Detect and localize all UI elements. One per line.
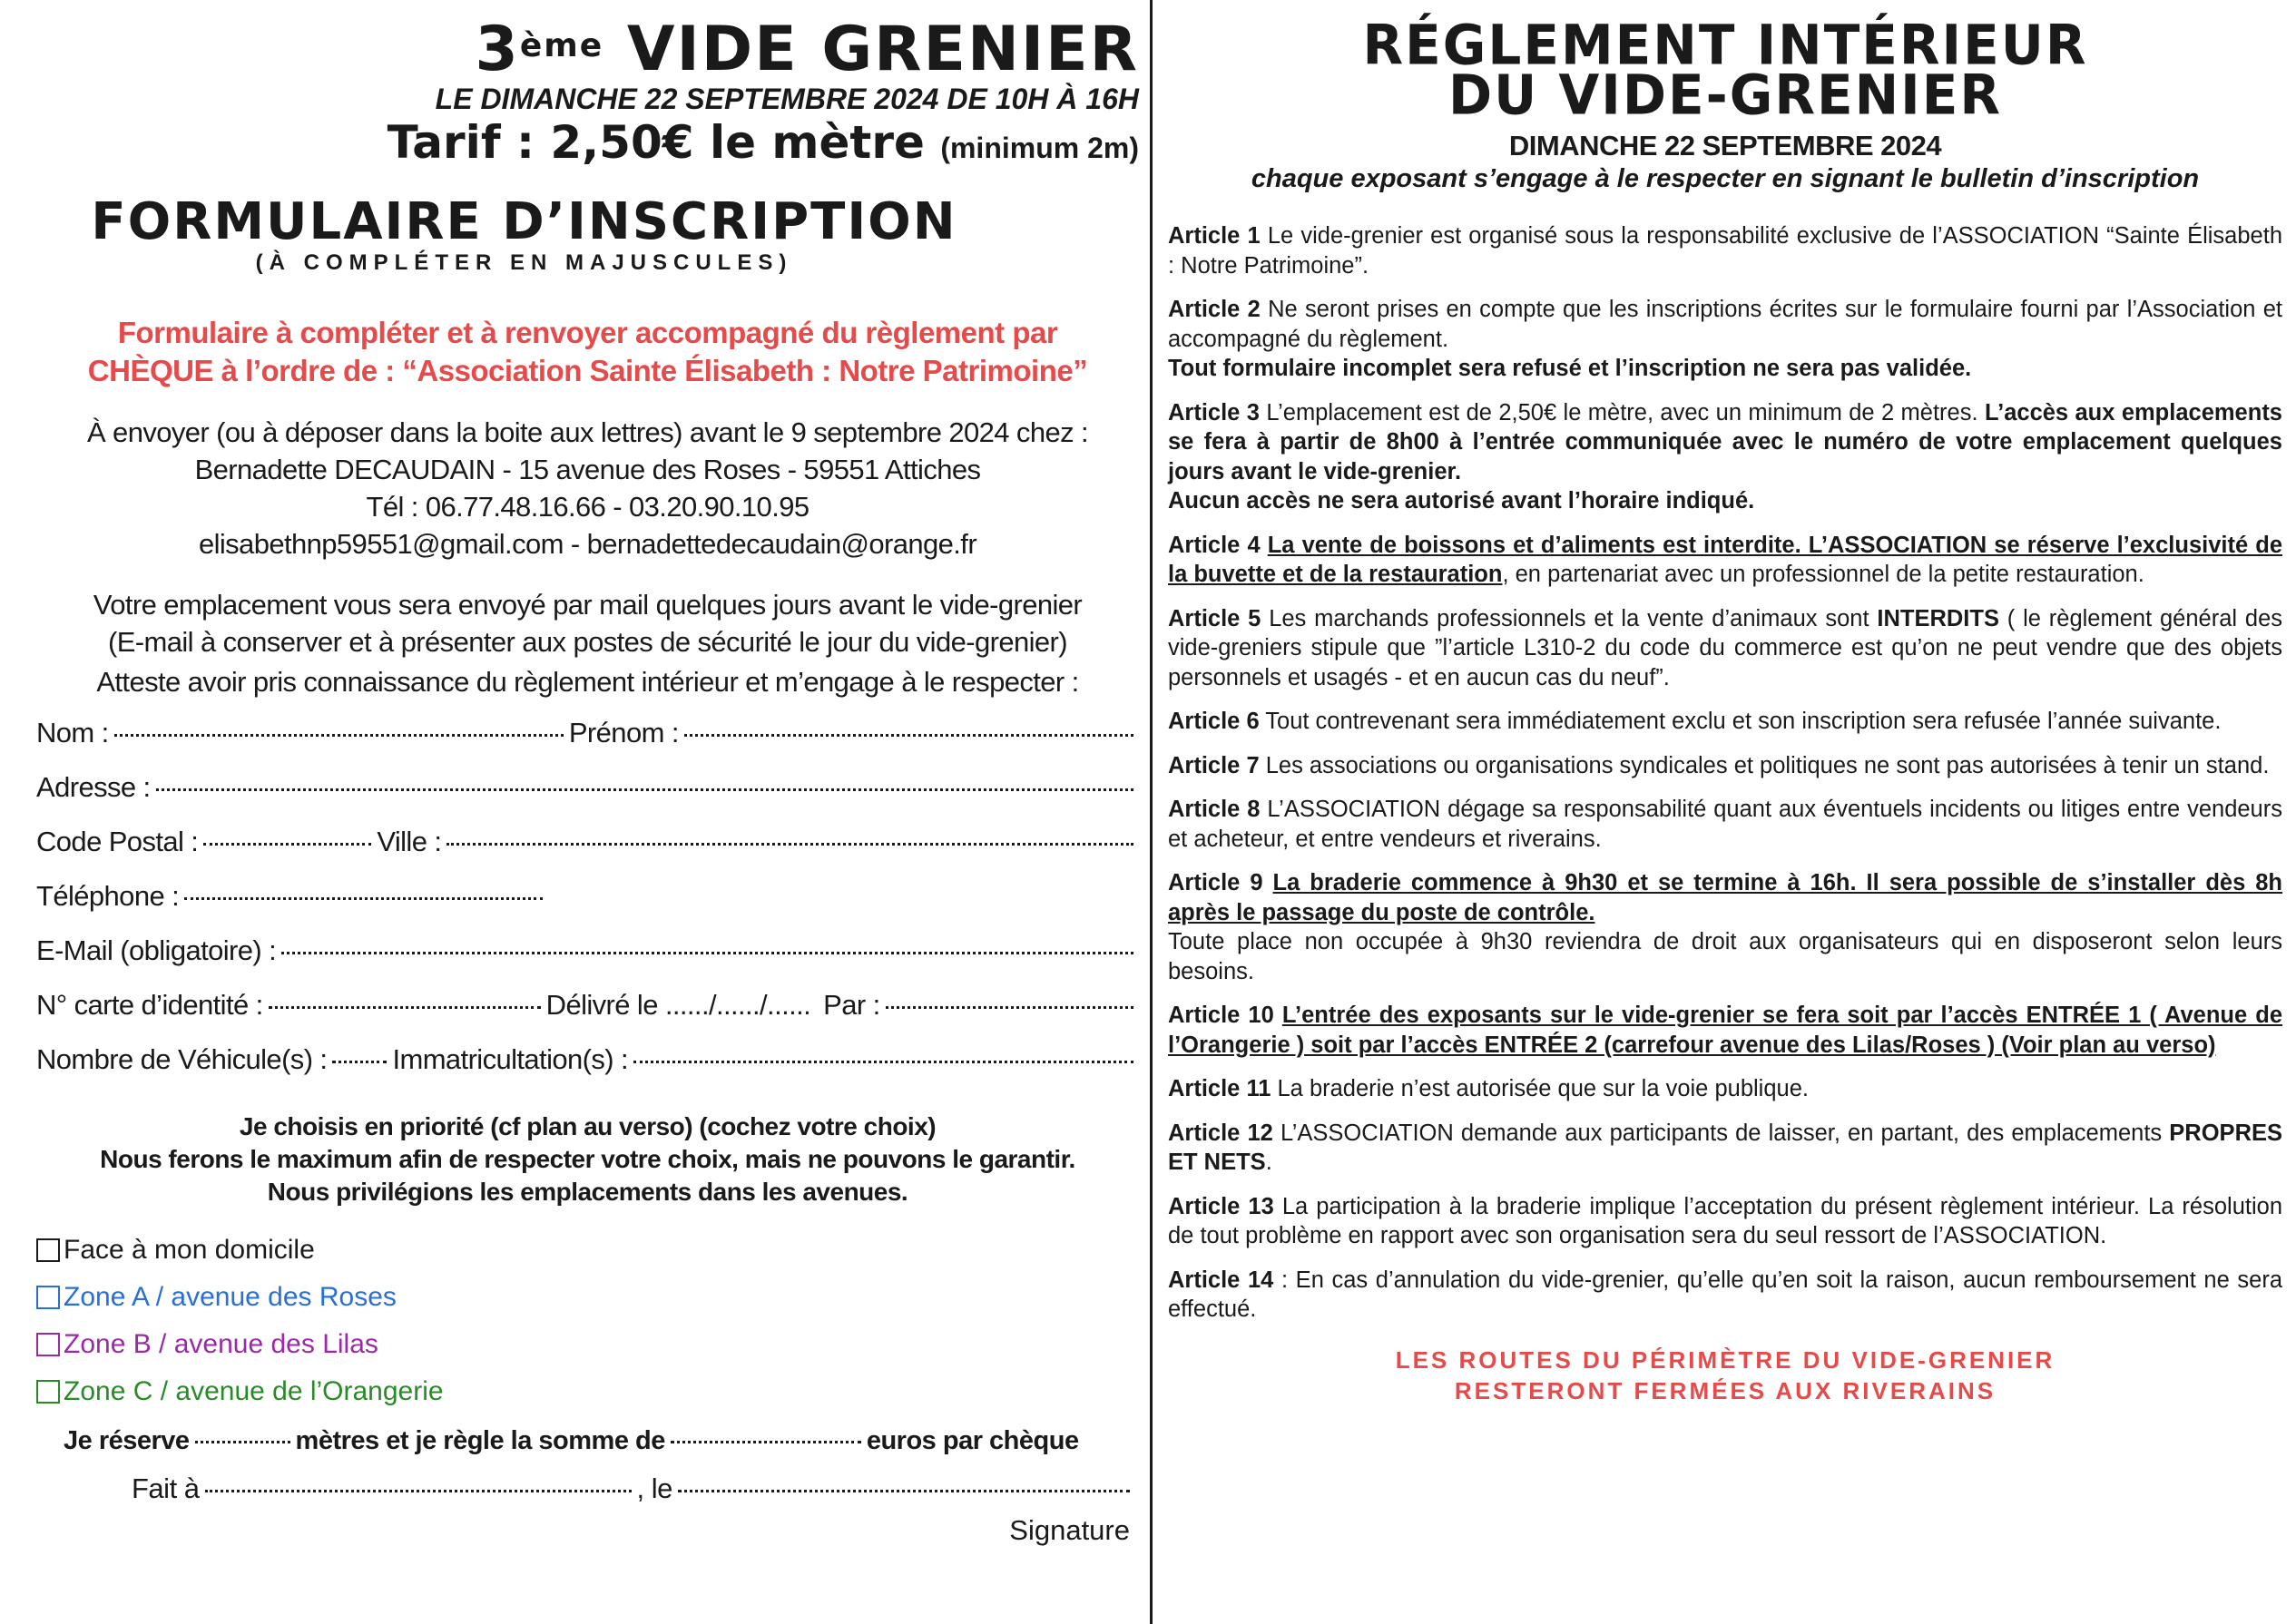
article-6: Article 6 Tout contrevenant sera immédiatement exclu et son inscription sera refusée l’année suivante.: [1168, 709, 2222, 734]
signature-label[interactable]: Signature: [1009, 1514, 1130, 1546]
code-postal-field[interactable]: [203, 843, 371, 846]
article-5: Article 5 Les marchands professionnels et la vente d’animaux sont INTERDITS ( le règlement général des vide-greniers stipule que ”l’article L310-2 du code du commerce est qu’on ne peut vendre que des objets personnels et usagés - et en aucun cas du neuf”.: [1168, 605, 2283, 690]
road-closure-notice: LES ROUTES DU PÉRIMÈTRE DU VIDE-GRENIER RESTERONT FERMÉES AUX RIVERAINS: [1395, 1345, 2056, 1404]
vehicule-field[interactable]: [332, 1061, 387, 1063]
article-12: Article 12 L’ASSOCIATION demande aux participants de laisser, en partant, des emplacements PROPRES ET NETS.: [1168, 1120, 2282, 1175]
option-zone-a[interactable]: Zone A / avenue des Roses: [36, 1274, 1139, 1321]
telephone-field[interactable]: [184, 897, 543, 900]
option-zone-c[interactable]: Zone C / avenue de l’Orangerie: [36, 1368, 1139, 1415]
par-field[interactable]: [886, 1006, 1133, 1009]
checkbox-zone-a[interactable]: [36, 1286, 60, 1309]
fait-line: Fait à , le: [36, 1472, 1139, 1505]
article-4: Article 4 La vente de boissons et d’aliments est interdite. L’ASSOCIATION se réserve l’exclusivité de la buvette et de la restauration, en partenariat avec un professionnel de la petite restauration.: [1168, 532, 2283, 587]
rules-title: RÉGLEMENT INTÉRIEUR DU VIDE-GRENIER: [1362, 13, 2088, 127]
checkbox-domicile[interactable]: [36, 1238, 60, 1262]
checkbox-zone-b[interactable]: [36, 1333, 60, 1356]
carte-identite-row: [36, 989, 1139, 1043]
delivre-label[interactable]: Délivré le ....../....../......: [545, 989, 811, 1021]
rules-subtitle: chaque exposant s’engage à le respecter en signant le bulletin d’inscription: [1251, 164, 2200, 193]
email-row: [36, 934, 1139, 989]
carte-label: N° carte d’identité :: [36, 989, 263, 1021]
article-14: Article 14 : En cas d’annulation du vide-grenier, qu’elle qu’en soit la raison, aucun remboursement ne sera effectué.: [1168, 1267, 2283, 1322]
nom-field[interactable]: [114, 734, 564, 737]
article-1: Article 1 Le vide-grenier est organisé sous la responsabilité exclusive de l’ASSOCIATION “Sainte Élisabeth : Notre Patrimoine”.: [1168, 223, 2282, 279]
ville-field[interactable]: [446, 843, 1133, 846]
page-divider: [1150, 0, 1153, 1624]
article-3: Article 3 L’emplacement est de 2,50€ le mètre, avec un minimum de 2 mètres. L’accès aux emplacements se fera à partir de 8h00 à l’entrée communiquée avec le numéro de votre emplacement quelques jours avant le vide-grenier. Aucun accès ne sera autorisé avant l’horaire indiqué.: [1168, 399, 2282, 514]
email-field[interactable]: [281, 952, 1133, 954]
article-11: Article 11 La braderie n’est autorisée que sur la voie publique.: [1168, 1076, 1809, 1101]
nom-prenom-row: [36, 717, 1139, 771]
event-date: LE DIMANCHE 22 SEPTEMBRE 2024 DE 10H À 16H: [435, 83, 1139, 115]
zone-choice-heading: Je choisis en priorité (cf plan au verso) (cochez votre choix) Nous ferons le maximum afin de respecter votre choix, mais ne pouvons le garantir. Nous privilégions les emplacements dans les avenues.: [100, 1112, 1075, 1206]
carte-field[interactable]: [269, 1006, 541, 1009]
articles-list: [1168, 221, 2282, 1325]
article-10: Article 10 L’entrée des exposants sur le vide-grenier se fera soit par l’accès ENTRÉE 1 ( Avenue de l’Orangerie ) soit par l’accès ENTRÉE 2 (carrefour avenue des Lilas/Roses ) (Voir plan au verso): [1168, 1003, 2282, 1058]
option-domicile[interactable]: Face à mon domicile: [36, 1227, 1139, 1274]
fait-a-field[interactable]: [205, 1490, 632, 1492]
payment-instructions: Formulaire à compléter et à renvoyer accompagné du règlement par CHÈQUE à l’ordre de : “Association Sainte Élisabeth : Notre Patrimoine”: [87, 316, 1088, 387]
form-fields: [36, 717, 1139, 1098]
article-9: Article 9 La braderie commence à 9h30 et se termine à 16h. Il sera possible de s’installer dès 8h après le passage du poste de contrôle. Toute place non occupée à 9h30 reviendra de droit aux organisateurs qui en disposeront selon leurs besoins.: [1168, 870, 2282, 984]
par-label: Par :: [823, 989, 880, 1021]
adresse-row: [36, 771, 1139, 826]
form-title: FORMULAIRE D’INSCRIPTION: [91, 192, 957, 251]
email-label: E-Mail (obligatoire) :: [36, 934, 277, 966]
article-8: Article 8 L’ASSOCIATION dégage sa responsabilité quant aux éventuels incidents ou litiges entre vendeurs et acheteur, et entre vendeurs et riverains.: [1168, 797, 2282, 852]
inscription-form-panel: [36, 14, 1139, 1610]
prenom-field[interactable]: [684, 734, 1133, 737]
option-zone-b[interactable]: Zone B / avenue des Lilas: [36, 1321, 1139, 1368]
nom-label: Nom :: [36, 717, 109, 748]
article-2: Article 2 Ne seront prises en compte que les inscriptions écrites sur le formulaire fourni par l’Association et accompagné du règlement. Tout formulaire incomplet sera refusé et l’inscription ne sera pas validée.: [1168, 297, 2282, 381]
rules-date: DIMANCHE 22 SEPTEMBRE 2024: [1508, 130, 1942, 161]
zone-options: [36, 1227, 1139, 1415]
telephone-row: [36, 880, 1139, 934]
adresse-label: Adresse :: [36, 771, 151, 803]
date-field[interactable]: [678, 1490, 1130, 1492]
adresse-field[interactable]: [156, 788, 1133, 791]
send-address-block: À envoyer (ou à déposer dans la boite aux lettres) avant le 9 septembre 2024 chez : Bernadette DECAUDAIN - 15 avenue des Roses - 59551 Attiches Tél : 06.77.48.16.66 - 03.20.90.10.95 elisabethnp59551@gmail.com - bernadettedecaudain@orange.fr: [86, 416, 1089, 560]
checkbox-zone-c[interactable]: [36, 1380, 60, 1404]
attestation-text: Atteste avoir pris connaissance du règlement intérieur et m’engage à le respecter :: [96, 666, 1079, 698]
vehicule-label: Nombre de Véhicule(s) :: [36, 1043, 328, 1075]
ville-label: Ville :: [377, 826, 442, 857]
prenom-label: Prénom :: [568, 717, 679, 748]
rules-panel: [1168, 13, 2283, 1610]
vehicule-row: [36, 1043, 1139, 1098]
telephone-label: Téléphone :: [36, 880, 180, 912]
tarif-line: Tarif : 2,50€ le mètre (minimum 2m): [387, 116, 1139, 169]
cp-ville-row: [36, 826, 1139, 880]
immat-field[interactable]: [633, 1061, 1133, 1063]
metres-field[interactable]: [195, 1441, 290, 1443]
article-13: Article 13 La participation à la braderie implique l’acceptation du présent règlement intérieur. La résolution de tout problème en rapport avec son organisation sera du seul ressort de l’ASSOCIATION.: [1168, 1193, 2283, 1248]
event-title: 3ème VIDE GRENIER: [475, 14, 1139, 85]
reservation-line: Je réserve mètres et je règle la somme de euros par chèque: [64, 1426, 1079, 1455]
immat-label: Immatricultation(s) :: [392, 1043, 629, 1075]
article-7: Article 7 Les associations ou organisations syndicales et politiques ne sont pas autorisées à tenir un stand.: [1168, 752, 2270, 778]
code-postal-label: Code Postal :: [36, 826, 199, 857]
somme-field[interactable]: [671, 1441, 861, 1443]
form-subtitle: (À COMPLÉTER EN MAJUSCULES): [255, 250, 793, 275]
location-note: Votre emplacement vous sera envoyé par mail quelques jours avant le vide-grenier (E-mail à conserver et à présenter aux postes de sécurité le jour du vide-grenier): [93, 589, 1083, 658]
